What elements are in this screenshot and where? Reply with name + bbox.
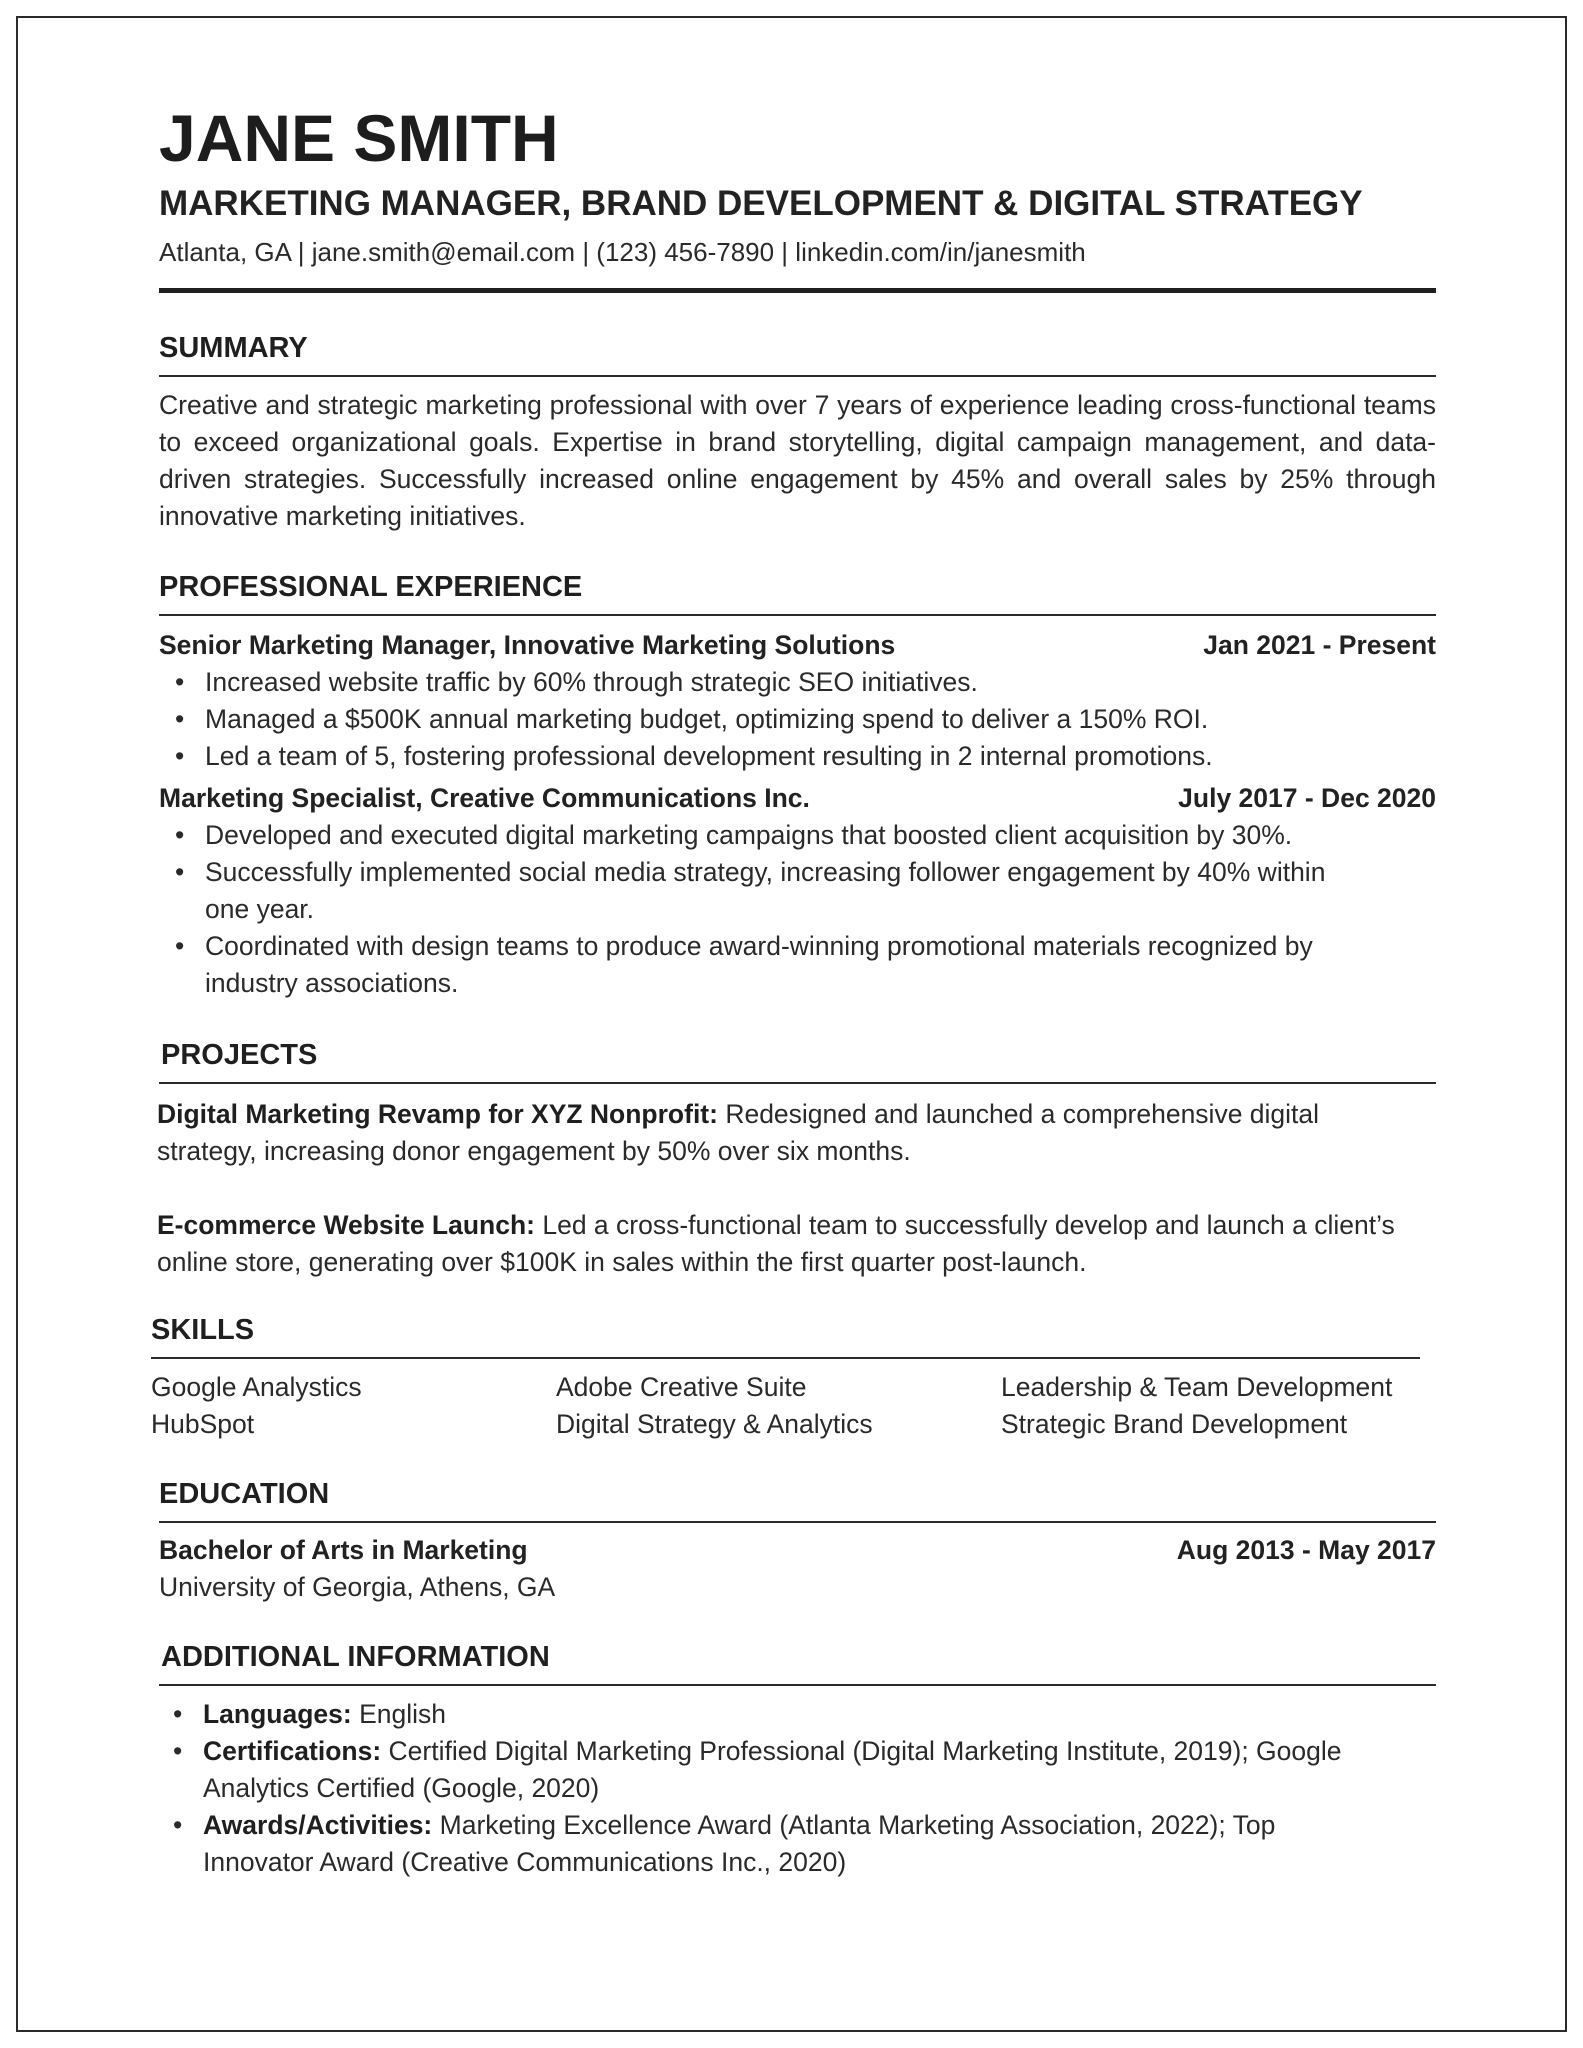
project-item (157, 1096, 1397, 1170)
job-bullet: • Increased website traffic by 60% through strategic SEO initiatives. (205, 664, 1436, 701)
job-header (159, 779, 1436, 817)
job-bullet: • Developed and executed digital marketing campaigns that boosted client acquisition by 30%. (205, 817, 1345, 854)
section-title-summary: SUMMARY (159, 329, 1436, 377)
job-bullets (205, 664, 1436, 775)
education-dates: Aug 2013 - May 2017 (1176, 1535, 1436, 1565)
additional-item (203, 1696, 1383, 1733)
skill-item: Adobe Creative Suite (556, 1372, 807, 1402)
resume-page (151, 96, 1436, 1881)
education-section (159, 1475, 1436, 1606)
projects-section (159, 1036, 1436, 1281)
job-header (159, 626, 1436, 664)
section-title-projects: PROJECTS (159, 1036, 1436, 1084)
additional-item (203, 1733, 1383, 1807)
project-description: Redesigned and launched a comprehensive digital strategy, increasing donor engagement by 50% over six months. (157, 1099, 1320, 1166)
summary-section (159, 329, 1436, 535)
header-divider (159, 288, 1436, 293)
job-role: Marketing Specialist, Creative Communications Inc. (159, 783, 810, 813)
candidate-headline: MARKETING MANAGER, BRAND DEVELOPMENT & DIGITAL STRATEGY (159, 184, 1363, 223)
additional-label: Languages: (203, 1699, 352, 1729)
degree: Bachelor of Arts in Marketing (159, 1535, 528, 1565)
section-title-experience: PROFESSIONAL EXPERIENCE (159, 568, 1436, 616)
resume-header (159, 96, 1436, 293)
additional-list (203, 1696, 1383, 1881)
job-role: Senior Marketing Manager, Innovative Marketing Solutions (159, 630, 896, 660)
contact-line: Atlanta, GA | jane.smith@email.com | (123) 456-7890 | linkedin.com/in/janesmith (159, 237, 1086, 267)
project-name: E-commerce Website Launch: (157, 1210, 535, 1240)
job-dates: July 2017 - Dec 2020 (1178, 783, 1436, 813)
additional-section (159, 1638, 1436, 1881)
project-description: Led a cross-functional team to successfully develop and launch a client’s online store, generating over $100K in sales within the first quarter post-launch. (157, 1210, 1395, 1277)
job-dates: Jan 2021 - Present (1203, 630, 1436, 660)
section-title-additional: ADDITIONAL INFORMATION (159, 1638, 1436, 1686)
job-bullets (205, 817, 1345, 1002)
skill-item: Strategic Brand Development (1001, 1409, 1348, 1439)
job-bullet: • Successfully implemented social media strategy, increasing follower engagement by 40% within one year. (205, 854, 1345, 928)
skill-item: Leadership & Team Development (1001, 1372, 1393, 1402)
skill-item: Digital Strategy & Analytics (556, 1409, 873, 1439)
school: University of Georgia, Athens, GA (159, 1572, 556, 1602)
additional-label: Certifications: (203, 1736, 382, 1766)
section-title-education: EDUCATION (159, 1475, 1436, 1523)
additional-text: Marketing Excellence Award (Atlanta Marketing Association, 2022); Top Innovator Award (Creative Communications Inc., 2020) (203, 1810, 1276, 1877)
experience-section (159, 568, 1436, 1002)
additional-item (203, 1807, 1383, 1881)
project-name: Digital Marketing Revamp for XYZ Nonprofit: (157, 1099, 718, 1129)
job-bullet: • Managed a $500K annual marketing budget, optimizing spend to deliver a 150% ROI. (205, 701, 1436, 738)
summary-text: Creative and strategic marketing professional with over 7 years of experience leading cross-functional teams to exceed organizational goals. Expertise in brand storytelling, digital campaign management, and data-driven strategies. Successfully increased online engagement by 45% and overall sales by 25% through innovative marketing initiatives. (159, 390, 1436, 531)
skills-list (151, 1369, 1420, 1443)
education-header (159, 1531, 1436, 1569)
project-item (157, 1207, 1397, 1281)
candidate-name: JANE SMITH (159, 101, 559, 175)
section-title-skills: SKILLS (151, 1311, 1420, 1359)
job-bullet: • Led a team of 5, fostering professional development resulting in 2 internal promotions. (205, 738, 1436, 775)
job-bullet: • Coordinated with design teams to produce award-winning promotional materials recognized by industry associations. (205, 928, 1345, 1002)
skill-item: HubSpot (151, 1409, 255, 1439)
additional-text: English (351, 1699, 446, 1729)
skills-section (151, 1311, 1420, 1443)
skill-item: Google Analystics (151, 1372, 362, 1402)
additional-label: Awards/Activities: (203, 1810, 433, 1840)
additional-text: Certified Digital Marketing Professional (Digital Marketing Institute, 2019); Google Analytics Certified (Google, 2020) (203, 1736, 1342, 1803)
